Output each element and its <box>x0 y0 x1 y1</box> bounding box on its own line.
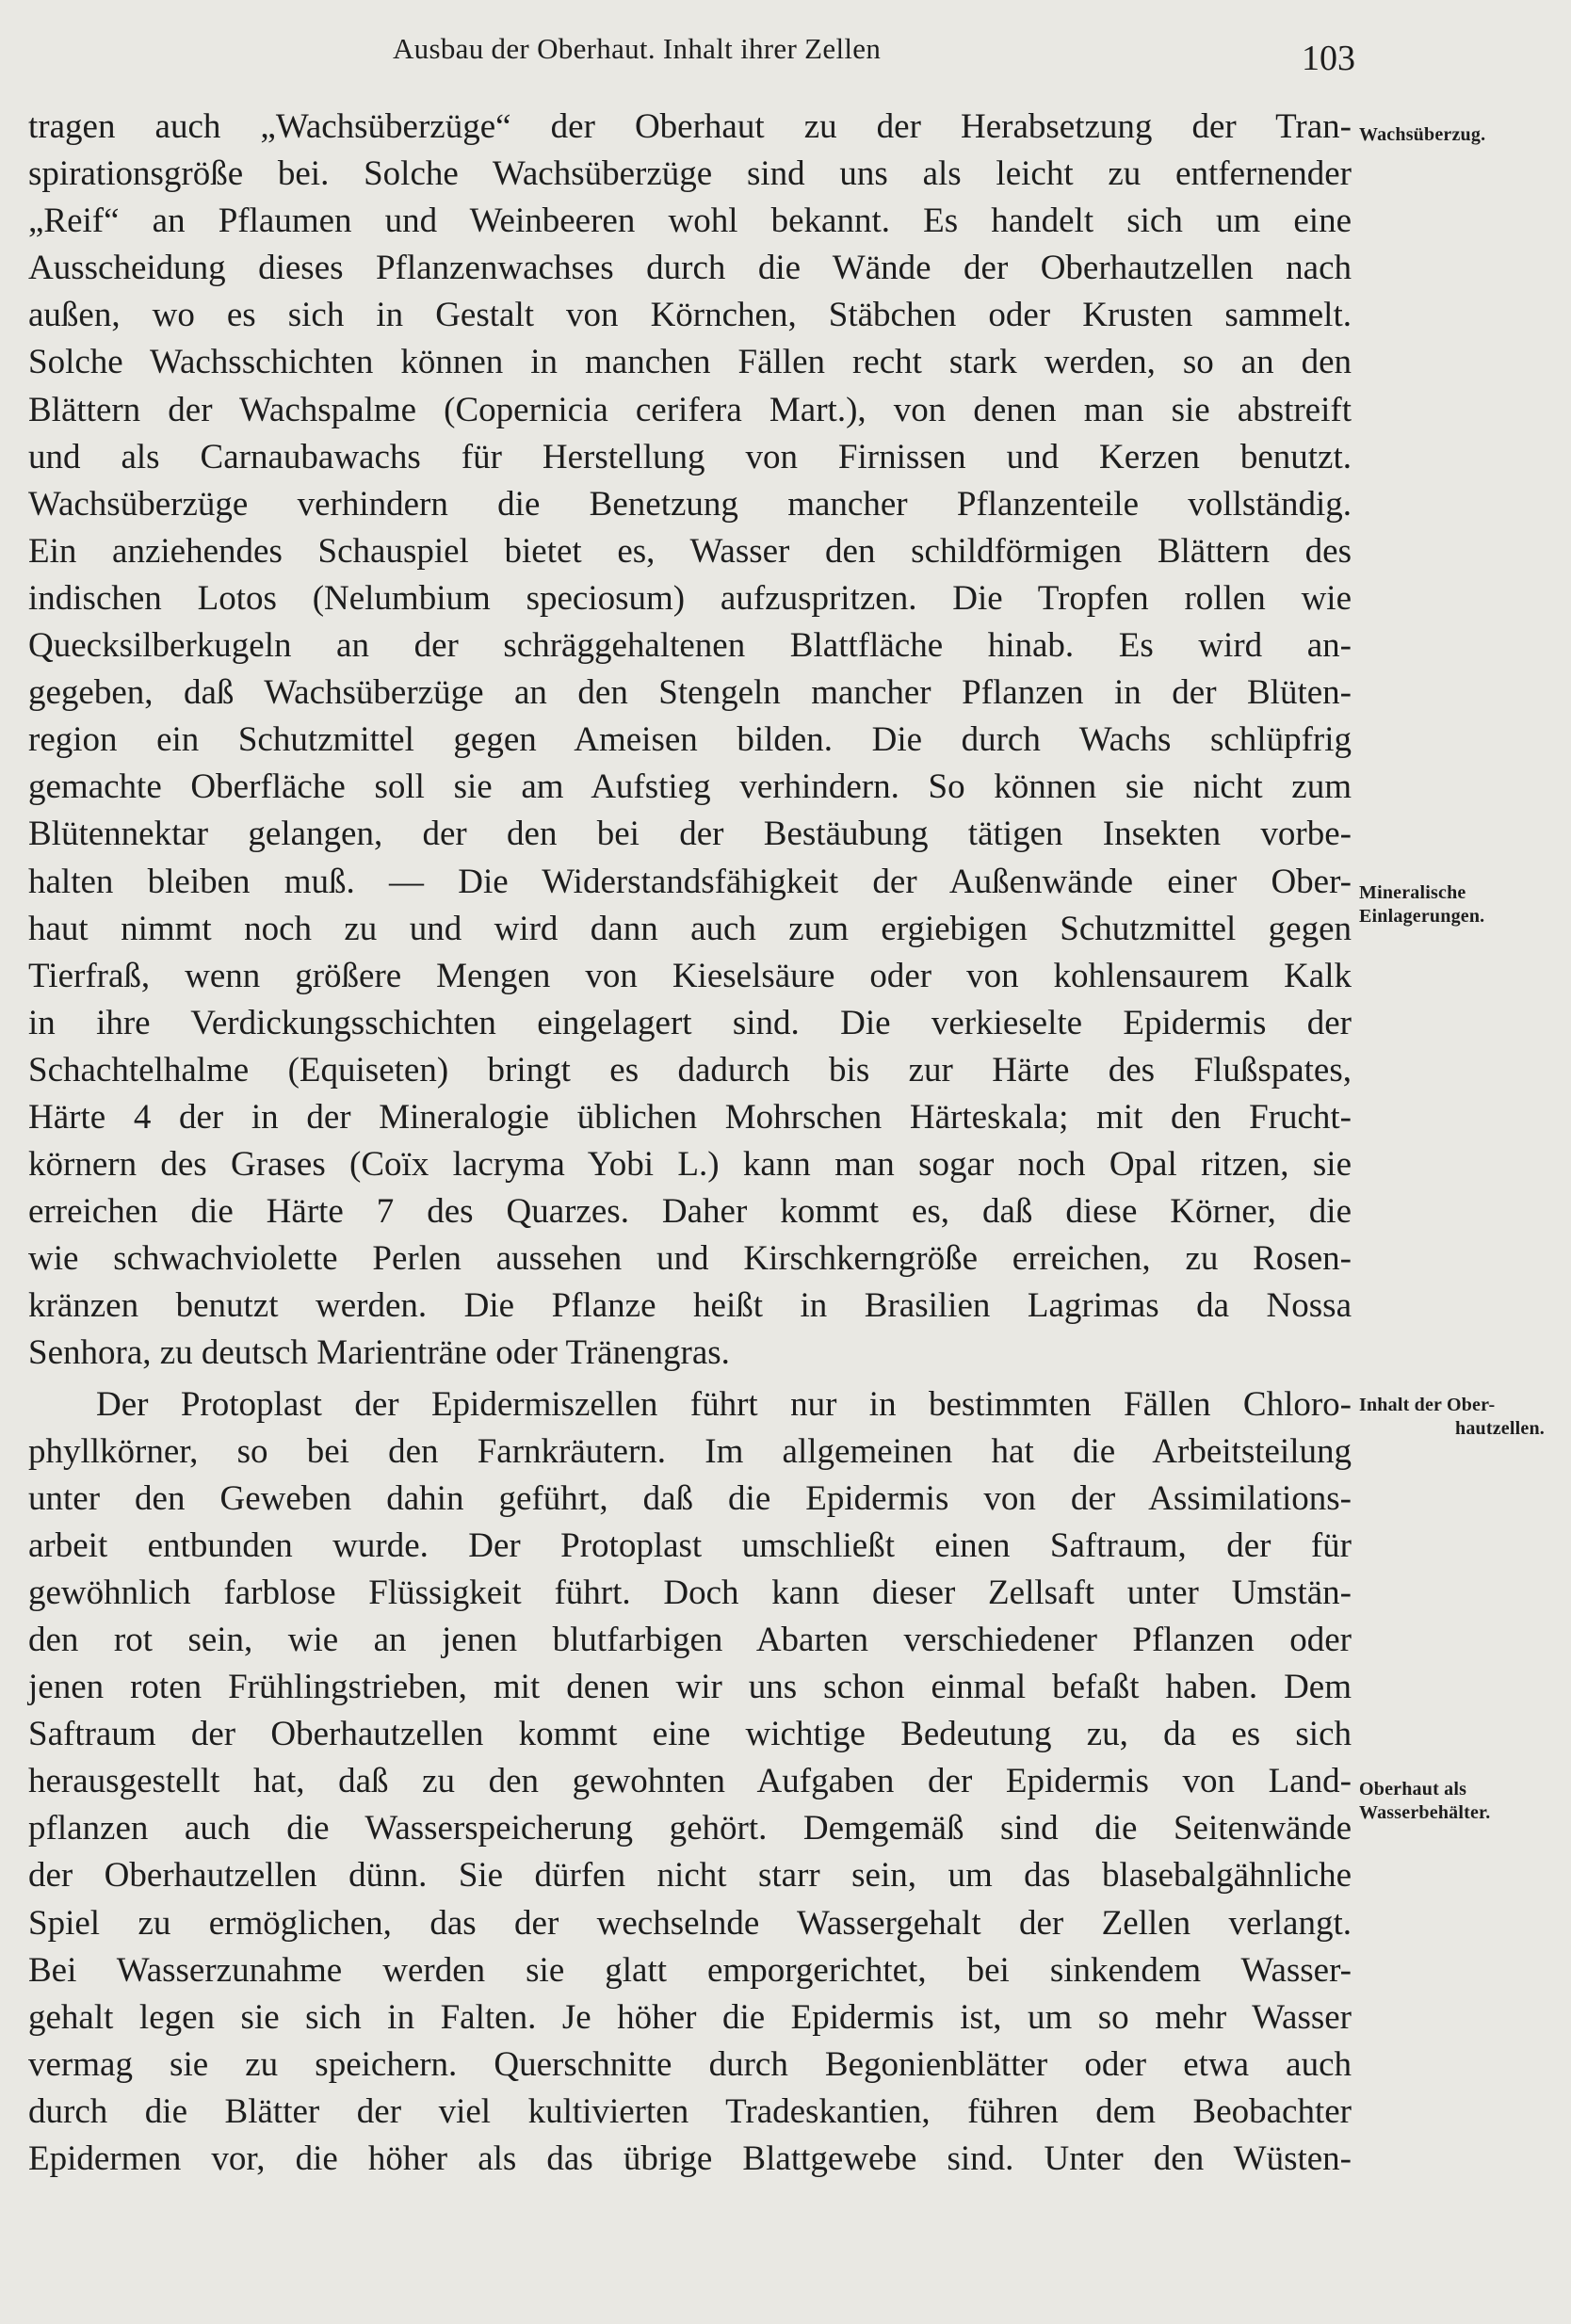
text-line: Saftraum der Oberhautzellen kommt eine wichtige Bedeutung zu, da es sich <box>28 1715 1352 1754</box>
text-line: vermag sie zu speichern. Querschnitte durch Begonienblätter oder etwa auch <box>28 2044 1352 2084</box>
text-line: Epidermen vor, die höher als das übrige Blattgewebe sind. Unter den Wüsten- <box>28 2139 1352 2179</box>
text-line: spirationsgröße bei. Solche Wachsüberzüge sind uns als leicht zu entfernender <box>28 154 1352 194</box>
text-line: pflanzen auch die Wasserspeicherung gehört. Demgemäß sind die Seitenwände <box>28 1809 1352 1848</box>
text-line: unter den Geweben dahin geführt, daß die Epidermis von der Assimilations- <box>28 1478 1352 1518</box>
text-line: den rot sein, wie an jenen blutfarbigen Abarten verschiedener Pflanzen oder <box>28 1621 1352 1659</box>
margin-note-mineralische-einlagerungen <box>1359 881 1562 928</box>
text-line: gehalt legen sie sich in Falten. Je höher die Epidermis ist, um so mehr Wasser <box>28 1997 1352 2037</box>
text-line: haut nimmt noch zu und wird dann auch zum ergiebigen Schutzmittel gegen <box>28 909 1352 948</box>
margin-note-line: Inhalt der Ober- <box>1359 1395 1496 1415</box>
text-line: „Reif“ an Pflaumen und Weinbeeren wohl bekannt. Es handelt sich um eine <box>28 202 1352 241</box>
margin-note-line: Mineralische <box>1359 882 1466 903</box>
text-line: phyllkörner, so bei den Farnkräutern. Im allgemeinen hat die Arbeitsteilung <box>28 1431 1352 1471</box>
text-line: Härte 4 der in der Mineralogie üblichen Mohrschen Härteskala; mit den Frucht- <box>28 1097 1352 1137</box>
text-line: Der Protoplast der Epidermiszellen führt nur in bestimmten Fällen Chloro- <box>96 1384 1352 1424</box>
margin-note-line: Wachsüberzug. <box>1359 124 1486 145</box>
text-line: tragen auch „Wachsüberzüge“ der Oberhaut zu der Herabsetzung der Tran- <box>28 107 1352 146</box>
margin-note-line: Einlagerungen. <box>1359 906 1485 927</box>
margin-note-wachsueberzug <box>1359 123 1562 147</box>
text-line: halten bleiben muß. — Die Widerstandsfähigkeit der Außenwände einer Ober- <box>28 862 1352 901</box>
text-line: jenen roten Frühlingstrieben, mit denen wir uns schon einmal befaßt haben. Dem <box>28 1668 1352 1707</box>
text-line: Spiel zu ermöglichen, das der wechselnde Wassergehalt der Zellen verlangt. <box>28 1903 1352 1943</box>
margin-note-inhalt-der-oberhautzellen <box>1359 1394 1562 1441</box>
text-line: Ausscheidung dieses Pflanzenwachses durch die Wände der Oberhautzellen nach <box>28 249 1352 288</box>
text-line: arbeit entbunden wurde. Der Protoplast umschließt einen Saftraum, der für <box>28 1525 1352 1565</box>
margin-note-oberhaut-als-wasserbehaelter <box>1359 1778 1562 1825</box>
text-line: region ein Schutzmittel gegen Ameisen bilden. Die durch Wachs schlüpfrig <box>28 720 1352 760</box>
text-line: Blütennektar gelangen, der den bei der Bestäubung tätigen Insekten vorbe- <box>28 815 1352 854</box>
text-line: und als Carnaubawachs für Herstellung von Firnissen und Kerzen benutzt. <box>28 437 1352 476</box>
text-line: in ihre Verdickungsschichten eingelagert sind. Die verkieselte Epidermis der <box>28 1003 1352 1042</box>
text-line: kränzen benutzt werden. Die Pflanze heißt in Brasilien Lagrimas da Nossa <box>28 1286 1352 1326</box>
text-line: Bei Wasserzunahme werden sie glatt emporgerichtet, bei sinkendem Wasser- <box>28 1950 1352 1990</box>
body-text <box>28 104 1352 2183</box>
margin-note-line: hautzellen. <box>1455 1418 1545 1439</box>
text-line: erreichen die Härte 7 des Quarzes. Daher kommt es, daß diese Körner, die <box>28 1192 1352 1232</box>
text-line: indischen Lotos (Nelumbium speciosum) aufzuspritzen. Die Tropfen rollen wie <box>28 578 1352 618</box>
text-line: durch die Blätter der viel kultivierten Tradeskantien, führen dem Beobachter <box>28 2091 1352 2131</box>
text-line: Schachtelhalme (Equiseten) bringt es dadurch bis zur Härte des Flußspates, <box>28 1050 1352 1089</box>
text-line: Quecksilberkugeln an der schräggehaltenen Blattfläche hinab. Es wird an- <box>28 626 1352 666</box>
text-line: Tierfraß, wenn größere Mengen von Kieselsäure oder von kohlensaurem Kalk <box>28 956 1352 995</box>
text-line: gegeben, daß Wachsüberzüge an den Stengeln mancher Pflanzen in der Blüten- <box>28 673 1352 713</box>
text-line: Wachsüberzüge verhindern die Benetzung mancher Pflanzenteile vollständig. <box>28 484 1352 524</box>
text-line: gemachte Oberfläche soll sie am Aufstieg verhindern. So können sie nicht zum <box>28 767 1352 807</box>
text-line: Solche Wachsschichten können in manchen Fällen recht stark werden, so an den <box>28 343 1352 382</box>
text-line: der Oberhautzellen dünn. Sie dürfen nicht starr sein, um das blasebalgähnliche <box>28 1856 1352 1896</box>
page-header <box>0 28 1571 85</box>
text-line: gewöhnlich farblose Flüssigkeit führt. Doch kann dieser Zellsaft unter Umstän- <box>28 1573 1352 1612</box>
text-line: herausgestellt hat, daß zu den gewohnten Aufgaben der Epidermis von Land- <box>28 1762 1352 1801</box>
running-head: Ausbau der Oberhaut. Inhalt ihrer Zellen <box>393 32 882 65</box>
text-line: wie schwachviolette Perlen aussehen und Kirschkerngröße erreichen, zu Rosen- <box>28 1239 1352 1279</box>
margin-note-line: Wasserbehälter. <box>1359 1802 1491 1823</box>
text-line: Ein anziehendes Schauspiel bietet es, Wasser den schildförmigen Blättern des <box>28 531 1352 571</box>
text-line: Senhora, zu deutsch Marienträne oder Tränengras. <box>28 1333 730 1373</box>
text-line: Blättern der Wachspalme (Copernicia cerifera Mart.), von denen man sie abstreift <box>28 390 1352 429</box>
margin-note-line: Oberhaut als <box>1359 1779 1467 1799</box>
text-line: außen, wo es sich in Gestalt von Körnchen, Stäbchen oder Krusten sammelt. <box>28 296 1352 335</box>
page-number: 103 <box>1302 39 1355 78</box>
text-line: körnern des Grases (Coïx lacryma Yobi L.) kann man sogar noch Opal ritzen, sie <box>28 1145 1352 1185</box>
